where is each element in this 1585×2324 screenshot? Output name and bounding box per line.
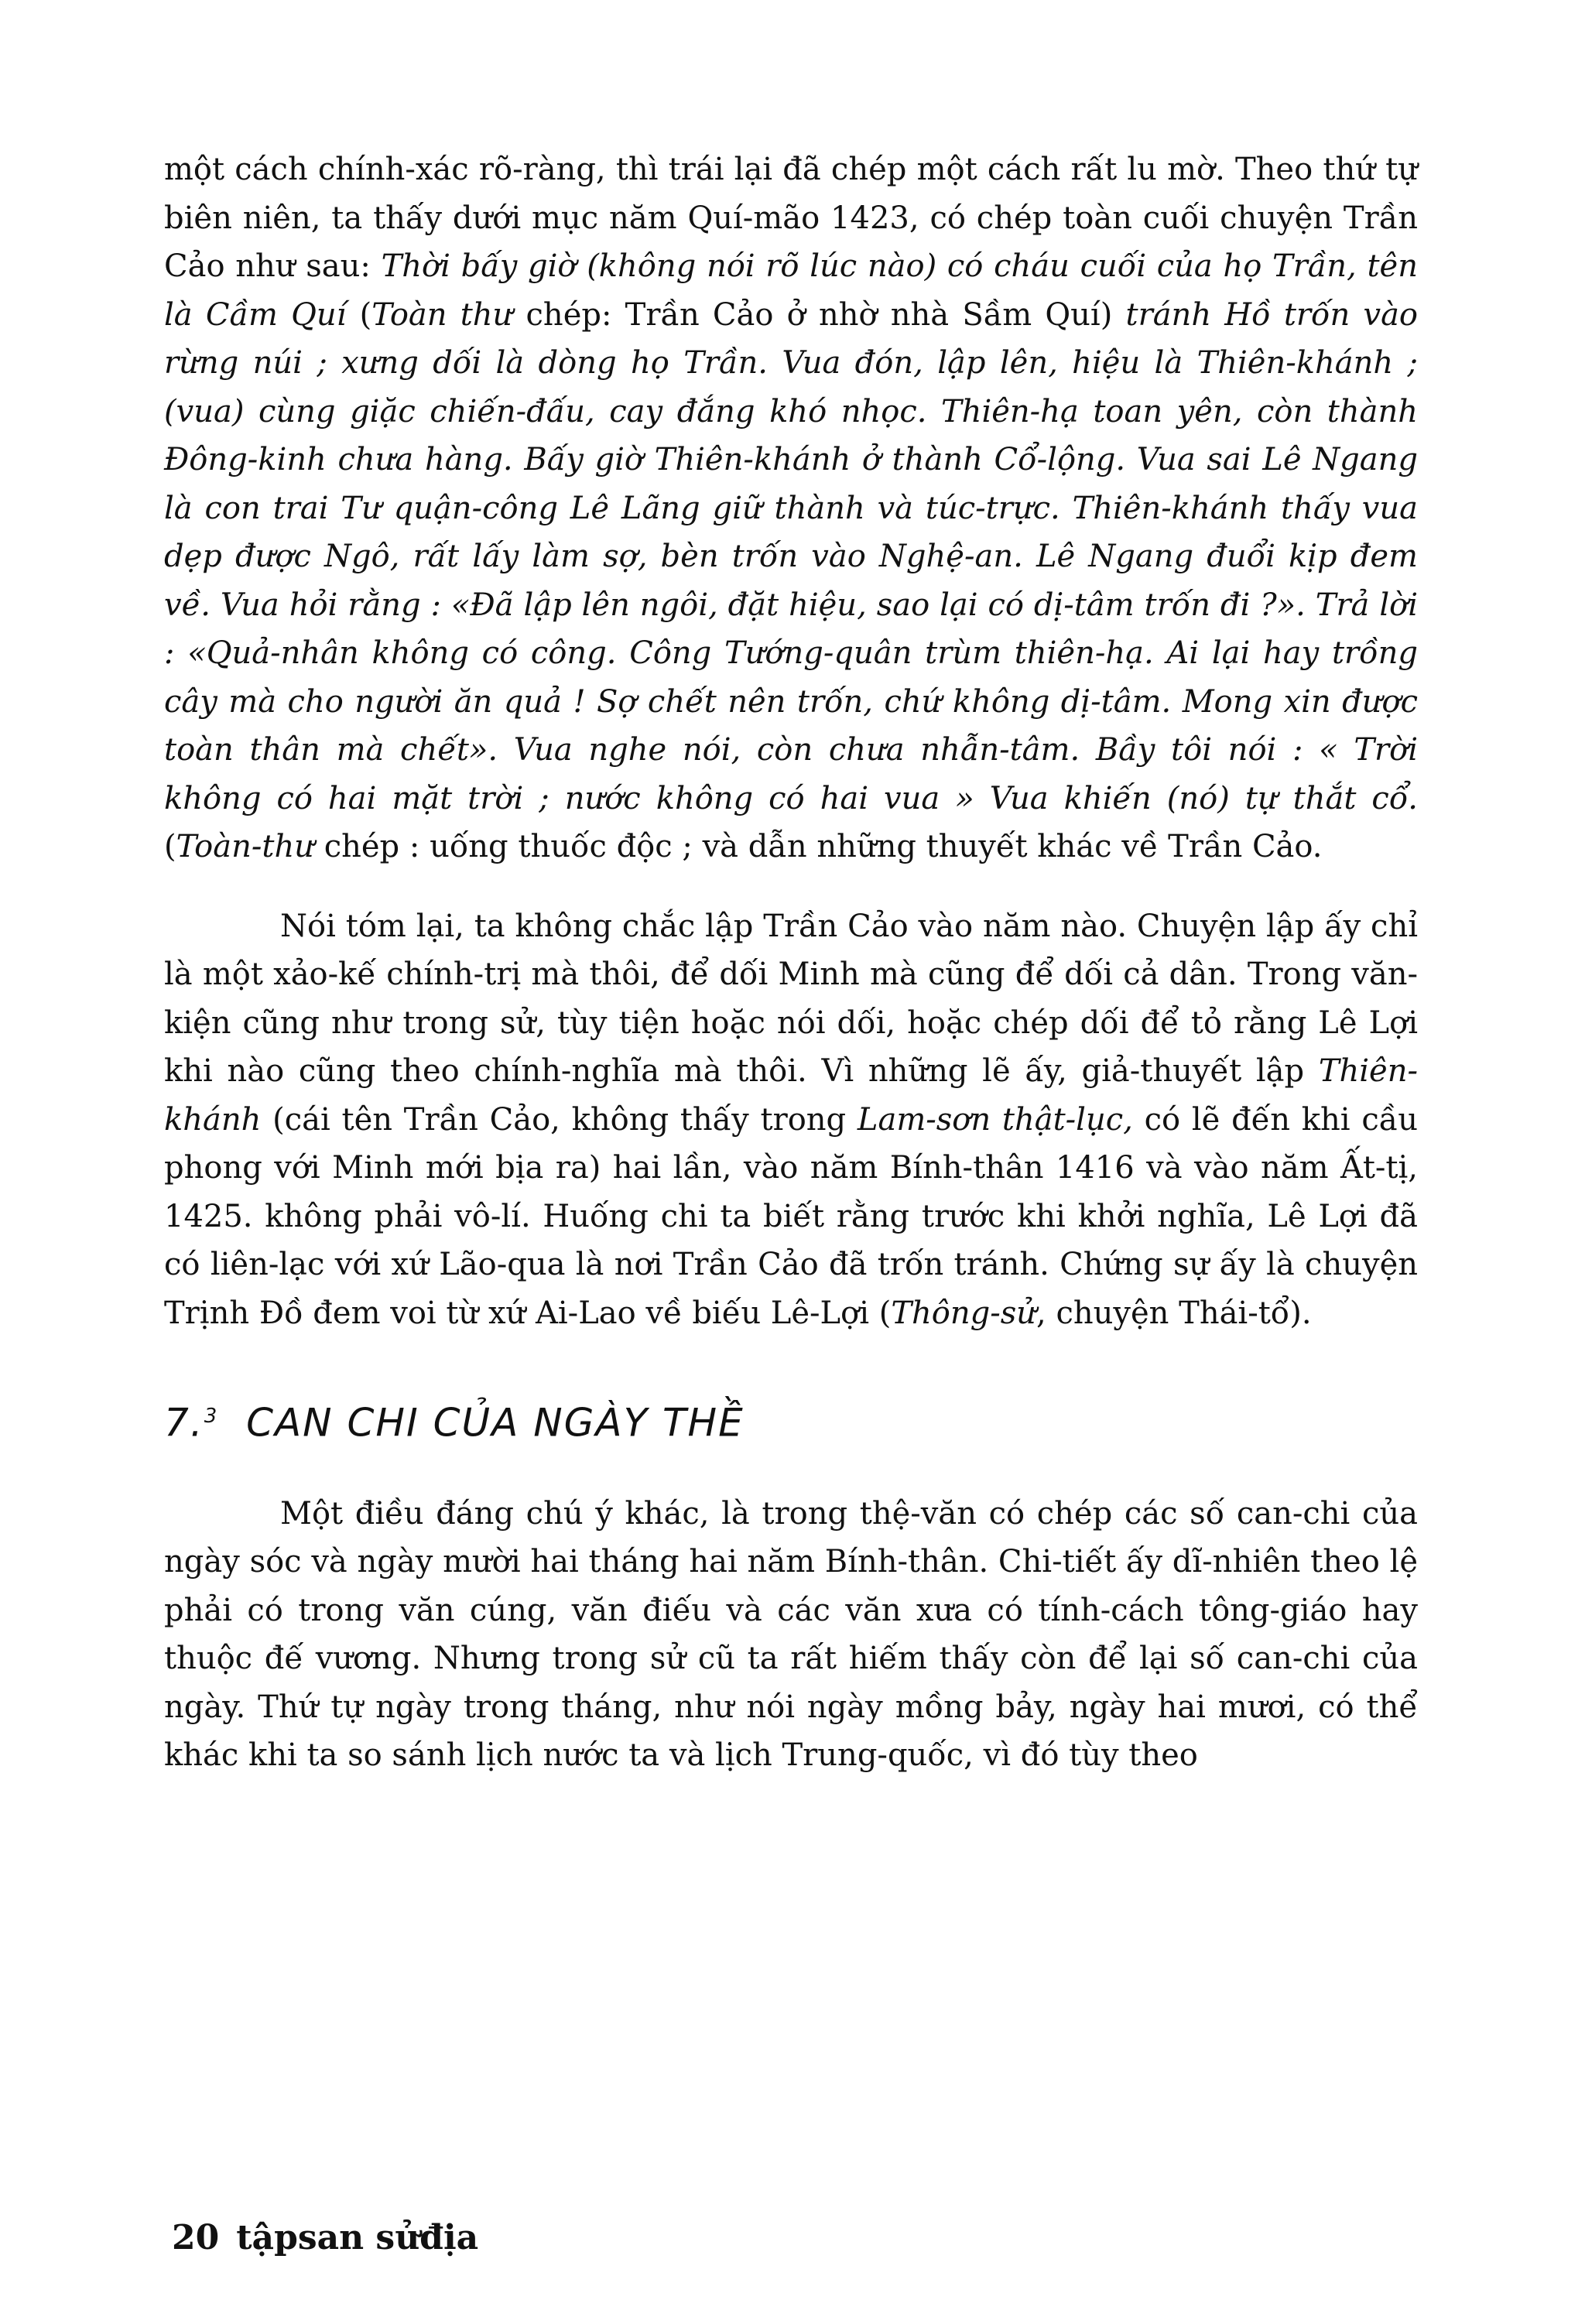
section-number-superscript: 3 <box>204 1405 219 1428</box>
p2-italic-2: Lam-sơn thật-lục, <box>857 1101 1133 1138</box>
p1-text-3: chép: Trần Cảo ở nhờ nhà Sầm Quí) <box>512 296 1126 333</box>
p1-quote-1: Thời bấy giờ (không nói rõ lúc nào) có cháu cuối của họ Trần, tên là Cầm Quí <box>164 248 1418 333</box>
p1-quote-3: tránh Hồ trốn vào rừng núi ; xưng dối là dòng họ Trần. Vua đón, lập lên, hiệu là Thiên-khánh ; (vua) cùng giặc chiến-đấu, cay đắng khó nhọc. Thiên-hạ toan yên, còn thành Đông-kinh chưa hàng. Bấy giờ Thiên-khánh ở thành Cổ-lộng. Vua sai Lê Ngang là con trai Tư quận-công Lê Lãng giữ thành và túc-trực. Thiên-khánh thấy vua dẹp được Ngô, rất lấy làm sợ, bèn trốn vào Nghệ-an. Lê Ngang đuổi kịp đem về. Vua hỏi rằng : «Đã lập lên ngôi, đặt hiệu, sao lại có dị-tâm trốn đi ?». Trả lời : «Quả-nhân không có công. Công Tướng-quân trùm thiên-hạ. Ai lại hay trồng cây mà cho người ăn quả ! Sợ chết nên trốn, chứ không dị-tâm. Mong xin được toàn thân mà chết». Vua nghe nói, còn chưa nhẫn-tâm. Bầy tôi nói : « Trời không có hai mặt trời ; nước không có hai vua » Vua khiến (nó) tự thắt cổ. <box>164 296 1418 816</box>
p1-text-2: ( <box>346 296 372 333</box>
section-title: CAN CHI CỦA NGÀY THỀ <box>246 1400 745 1446</box>
p1-quote-4: Toàn-thư <box>176 829 314 864</box>
publication-name: tậpsan sửđịa <box>236 2218 479 2257</box>
p2-italic-3: Thông-sử <box>891 1295 1037 1331</box>
p1-text-4: ( <box>164 829 176 864</box>
paragraph-1 <box>164 145 1418 871</box>
section-number: 7. <box>164 1400 204 1446</box>
paragraph-3 <box>164 1490 1418 1780</box>
p1-text-5: chép : uống thuốc độc ; và dẫn những thuyết khác về Trần Cảo. <box>314 829 1323 864</box>
p1-quote-2: Toàn thư <box>371 296 513 333</box>
p2-italic-1: Thiên-khánh <box>164 1053 1418 1138</box>
p2-text-3: có lẽ đến khi cầu phong với Minh mới bịa ra) hai lần, vào năm Bính-thân 1416 và vào năm Ất-tị, 1425. không phải vô-lí. Huống chi ta biết rằng trước khi khởi nghĩa, Lê Lợi đã có liên-lạc với xứ Lão-qua là nơi Trần Cảo đã trốn tránh. Chứng sự ấy là chuyện Trịnh Đồ đem voi từ xứ Ai-Lao về biếu Lê-Lợi ( <box>164 1101 1419 1331</box>
p2-text-1: Nói tóm lại, ta không chắc lập Trần Cảo vào năm nào. Chuyện lập ấy chỉ là một xảo-kế chính-trị mà thôi, để dối Minh mà cũng để dối cả dân. Trong văn-kiện cũng như trong sử, tùy tiện hoặc nói dối, hoặc chép dối để tỏ rằng Lê Lợi khi nào cũng theo chính-nghĩa mà thôi. Vì những lẽ ấy, giả-thuyết lập <box>164 908 1418 1089</box>
page-number: 20 <box>172 2218 220 2257</box>
p2-text-4: , chuyện Thái-tổ). <box>1036 1295 1312 1331</box>
page-footer <box>172 2215 478 2261</box>
p3-text: Một điều đáng chú ý khác, là trong thệ-văn có chép các số can-chi của ngày sóc và ngày mười hai tháng hai năm Bính-thân. Chi-tiết ấy dĩ-nhiên theo lệ phải có trong văn cúng, văn điếu và các văn xưa có tính-cách tông-giáo hay thuộc đế vương. Nhưng trong sử cũ ta rất hiếm thấy còn để lại số can-chi của ngày. Thứ tự ngày trong tháng, như nói ngày mồng bảy, ngày hai mươi, có thể khác khi ta so sánh lịch nước ta và lịch Trung-quốc, vì đó tùy theo <box>164 1495 1418 1774</box>
page-body <box>164 145 1418 1780</box>
p2-text-2: (cái tên Trần Cảo, không thấy trong <box>261 1101 858 1138</box>
paragraph-2 <box>164 902 1418 1338</box>
section-heading <box>164 1385 1418 1454</box>
p1-text-1: một cách chính-xác rõ-ràng, thì trái lại đã chép một cách rất lu mờ. Theo thứ tự biên niên, ta thấy dưới mục năm Quí-mão 1423, có chép toàn cuối chuyện Trần Cảo như sau: <box>164 152 1418 284</box>
